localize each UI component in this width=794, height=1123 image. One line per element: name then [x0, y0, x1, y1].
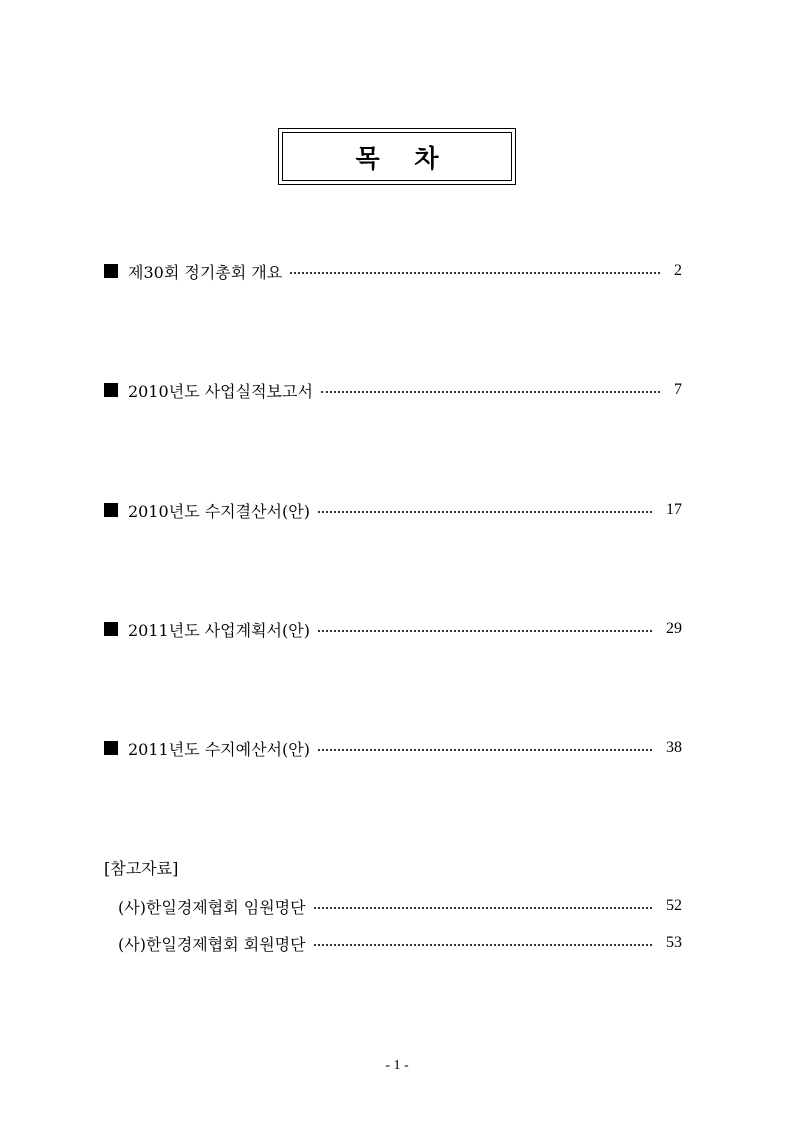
page-number-footer: - 1 - [385, 1058, 409, 1073]
square-bullet-icon [104, 264, 118, 278]
toc-entry-settlement[interactable] [104, 497, 682, 523]
square-bullet-icon [104, 622, 118, 636]
reference-entry-members[interactable] [118, 930, 682, 956]
toc-entry-label: 2010년도 수지결산서(안) [128, 501, 310, 521]
dot-leader [318, 511, 652, 513]
title-frame [282, 132, 512, 181]
references-heading: [참고자료] [104, 859, 179, 878]
square-bullet-icon [104, 503, 118, 517]
toc-entry-budget[interactable] [104, 735, 682, 761]
reference-entry-label: (사)한일경제협회 회원명단 [118, 934, 306, 954]
dot-leader [314, 907, 652, 909]
toc-entry-page: 29 [666, 620, 682, 637]
toc-entry-label: 2011년도 사업계획서(안) [128, 620, 310, 640]
page-title: 목 차 [355, 143, 439, 173]
toc-entry-page: 2 [674, 262, 682, 279]
toc-entry-label: 2010년도 사업실적보고서 [128, 381, 313, 401]
toc-entry-business-plan[interactable] [104, 616, 682, 642]
dot-leader [290, 272, 660, 274]
toc-entry-page: 7 [674, 381, 682, 398]
toc-entry-label: 제30회 정기총회 개요 [128, 262, 283, 282]
toc-entry-general-meeting[interactable] [104, 258, 682, 284]
toc-entry-page: 17 [666, 501, 682, 518]
reference-entry-page: 53 [666, 934, 682, 951]
reference-entry-executives[interactable] [118, 893, 682, 919]
dot-leader [314, 944, 652, 946]
toc-entry-page: 38 [666, 739, 682, 756]
reference-entry-label: (사)한일경제협회 임원명단 [118, 897, 306, 917]
title-box [278, 128, 516, 185]
square-bullet-icon [104, 741, 118, 755]
square-bullet-icon [104, 383, 118, 397]
toc-entry-label: 2011년도 수지예산서(안) [128, 739, 310, 759]
dot-leader [318, 749, 652, 751]
dot-leader [318, 630, 652, 632]
dot-leader [321, 391, 660, 393]
toc-entry-business-report[interactable] [104, 377, 682, 403]
reference-entry-page: 52 [666, 897, 682, 914]
